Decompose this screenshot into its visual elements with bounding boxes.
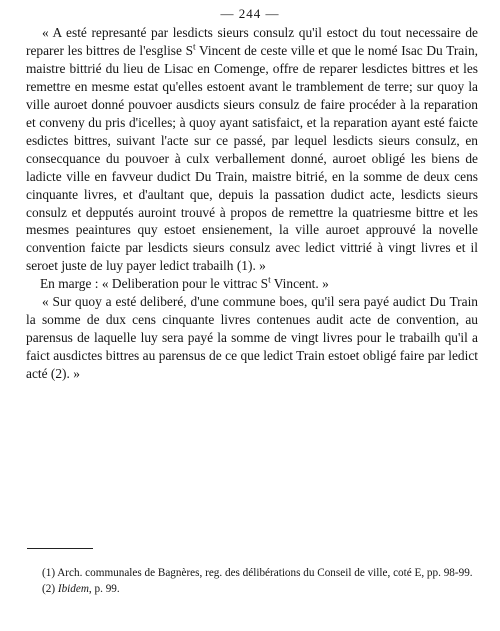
paragraph-text: En marge : « Deliberation pour le vittrac S: [40, 276, 269, 292]
footnote-text: (2): [42, 583, 58, 595]
paragraph-text: . »: [66, 366, 80, 382]
footnote-ref: (2): [50, 366, 67, 382]
footnote-2: [26, 581, 480, 597]
footnote-italic: Ibidem: [57, 583, 89, 595]
footnote-1: (1) Arch. communales de Bagnères, reg. des délibérations du Conseil de ville, coté E, pp. 98-99.: [42, 567, 473, 579]
footnote-ref: (1): [236, 258, 253, 274]
paragraph-text: « A esté represanté par lesdicts sieurs consulz qu'il estoct du tout necessaire de reparer les bittres de l'esglise S: [26, 25, 478, 58]
footnotes: [26, 565, 480, 597]
paragraph-margin-note: [26, 275, 478, 293]
paragraph-text: Vincent. »: [270, 276, 329, 292]
paragraph-text: . »: [252, 258, 266, 274]
page-number: — 244 —: [220, 6, 280, 21]
paragraph-text: Vincent de ceste ville et que le nomé Isac Du Train, maistre bittrié du lieu de Lisac en Comenge, offre de reparer lesdictes bittres et les remettre en mesme estat qu'elles estoent avant le tramblement de terre; sur quoy la ville auroet donné pouvoer ausdicts sieurs consulz de faire procéder à la reparation et conveny du pris d'icelles; à quoy ayant satisfaict, et la reparation ayant esté faicte esdictes bittres, suivant l'acte sur ce passé, par lequel lesdicts sieurs consulz, en consecquance du pouvoer à culx verballement donné, auroet obligé les biens de ladicte ville en favveur dudict Du Train, maistre bitrié, en la somme de deux cens cinquante livres, et d'aultant que, depuis la passation dudict acte, lesdicts sieurs consulz et depputés auroint trouvé à propos de remettre la quatriesme bittre et les mesmes peaintures quy estoet ensienement, la ville auroet approuvé la novelle convention faicte par lesdicts sieurs consulz avec ledict vittrié à vingt livres et il seroet juste de luy payer ledict trabailh: [26, 42, 478, 274]
superscript: t: [193, 42, 196, 53]
paragraph-deliberation-request: [26, 24, 478, 275]
footnote-divider: [27, 548, 93, 549]
footnote-text: , p. 99.: [88, 583, 120, 595]
superscript: t: [268, 275, 271, 286]
paragraph-deliberation-decision: [26, 293, 478, 383]
body-text: [26, 24, 478, 383]
paragraph-text: « Sur quoy a esté deliberé, d'une commune boes, qu'il sera payé audict Du Train la somme de dux cens cinquante livres contenues audit acte de convention, au parensus de laquelle luy sera payé la somme de vingt livres pour le trabailh qu'il a faict ausdictes bittres au parensus de ce que ledict Train estoet obligé faire par ledict acté: [26, 294, 478, 382]
